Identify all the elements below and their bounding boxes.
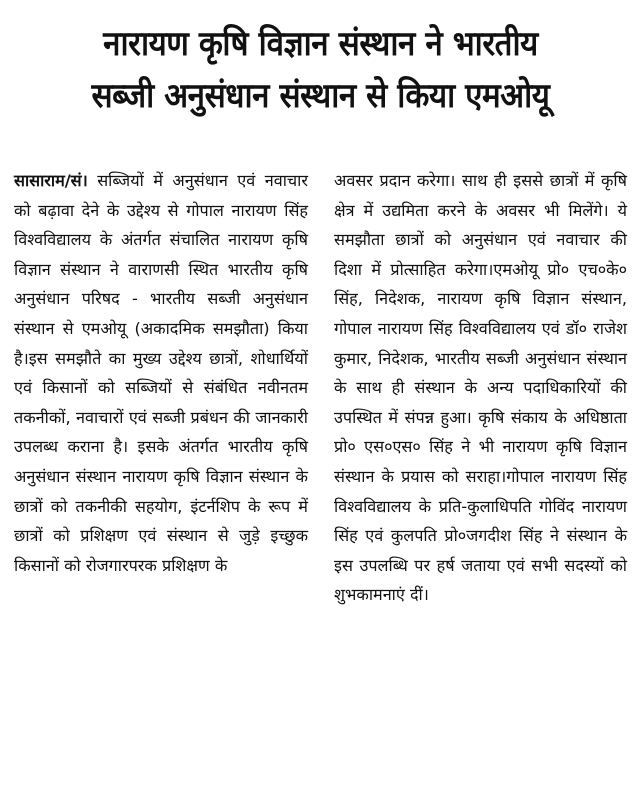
article-body xyxy=(14,166,627,610)
article-column-1 xyxy=(14,166,308,610)
dateline: सासाराम/सं। xyxy=(14,171,88,190)
headline-line-2: सब्जी अनुसंधान संस्थान से किया एमओयू xyxy=(91,76,550,116)
column-2-text: अवसर प्रदान करेगा। साथ ही इससे छात्रों में कृषि क्षेत्र में उद्यमिता करने के अवसर भी मिलेंगे। ये समझौता छात्रों को अनुसंधान एवं नवाचार की दिशा में प्रोत्साहित करेगा।एमओयू प्रो० एच०के० सिंह, निदेशक, नारायण कृषि विज्ञान संस्थान, गोपाल नारायण सिंह विश्वविद्यालय एवं डॉ० राजेश कुमार, निदेशक, भारतीय सब्जी अनुसंधान संस्थान के साथ ही संस्थान के अन्य पदाधिकारियों की उपस्थित में संपन्न हुआ। कृषि संकाय के अधिष्ठाता प्रो० एस०एस० सिंह ने भी नारायण कृषि विज्ञान संस्थान के प्रयास को सराहा।गोपाल नारायण सिंह विश्वविद्यालय के प्रति-कुलाधिपति गोविंद नारायण सिंह एवं कुलपति प्रो०जगदीश सिंह ने संस्थान के इस उपलब्धि पर हर्ष जताया एवं सभी सदस्यों को शुभकामनाएं दीं। xyxy=(334,171,627,605)
article-column-2 xyxy=(334,166,627,610)
headline xyxy=(39,18,603,122)
headline-line-1: नारायण कृषि विज्ञान संस्थान ने भारतीय xyxy=(103,24,538,64)
column-1-text: सब्जियों में अनुसंधान एवं नवाचार को बढ़ावा देने के उद्देश्य से गोपाल नारायण सिंह विश्वविद्यालय के अंतर्गत संचालित नारायण कृषि विज्ञान संस्थान ने वाराणसी स्थित भारतीय कृषि अनुसंधान परिषद - भारतीय सब्जी अनुसंधान संस्थान से एमओयू (अकादमिक समझौता) किया है।इस समझौते का मुख्य उद्देश्य छात्रों, शोधार्थियों एवं किसानों को सब्जियों से संबंधित नवीनतम तकनीकों, नवाचारों एवं सब्जी प्रबंधन की जानकारी उपलब्ध कराना है। इसके अंतर्गत भारतीय कृषि अनुसंधान संस्थान नारायण कृषि विज्ञान संस्थान के छात्रों को तकनीकी सहयोग, इंटर्नशिप के रूप में छात्रों को प्रशिक्षण एवं संस्थान से जुड़े इच्छुक किसानों को रोजगारपरक प्रशिक्षण के xyxy=(14,171,308,575)
